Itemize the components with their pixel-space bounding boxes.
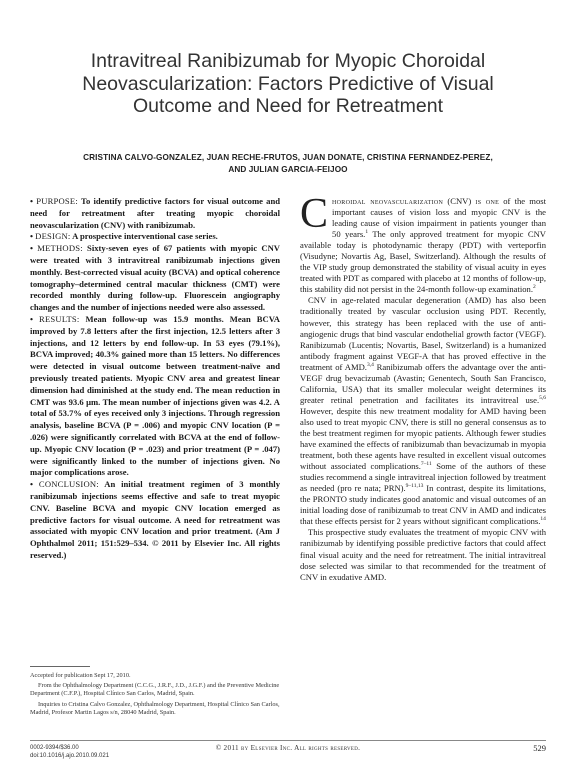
accepted-note: Accepted for publication Sept 17, 2010. [30, 672, 131, 679]
section-head: RESULTS: [39, 313, 80, 324]
reference-mark: 2 [532, 284, 536, 291]
issn: 0002-9394/$36.00 [30, 745, 79, 751]
issn-block [30, 744, 190, 760]
doi: doi:10.1016/j.ajo.2010.09.021 [30, 753, 110, 759]
section-text: Mean follow-up was 15.9 months. Mean BCVA improved by 7.8 letters after the first injection, 12.5 letters after 3 injections, and 12 letters by end follow-up. In 53 eyes (79.1%), BCVA improved; 40.3% gained more than 15 letters. No differences were detected in visual outcome between treatment-naïve and previously treated patients. Myopic CNV area and greatest linear dimension had diminished at the study end. The mean reduction in CMT was 93.6 μm. The mean number of injections given was 4.2. A total of 53.7% of eyes received only 3 injections. Through regression analysis, baseline BCVA (P = .006) and myopic CNV location (P = .026) were significantly correlated with BCVA at the end of follow-up. Myopic CNV location (P = .023) and prior treatment (P = .047) were significantly linked to the number of injections given. No major complications arose. [30, 313, 280, 478]
title-line: Outcome and Need for Retreatment [133, 95, 443, 117]
section-head: CONCLUSION: [38, 479, 99, 490]
article-title [40, 50, 536, 118]
reference-mark: 9–11,13 [405, 483, 424, 490]
abstract-methods [30, 243, 280, 314]
bullet-icon: • [30, 313, 34, 324]
bullet-icon: • [30, 243, 34, 254]
small-caps-text: horoidal neovascularization [332, 196, 444, 206]
text-run: Ranibizumab offers the advantage over the anti-VEGF drug bevacizumab (Avastin; Genentech, South San Francisco, California, USA) that its smaller molecular weight determines its greater retinal penetration and facilitates its intravitreal use. [300, 361, 546, 405]
bullet-icon: • [30, 196, 34, 206]
section-text: To identify predictive factors for visual outcome and need for retreatment after treating myopic choroidal neovascularization (CNV) with ranibizumab. [30, 196, 280, 230]
section-head: PURPOSE: [36, 196, 78, 206]
text-run: In contrast, despite its limitations, the PRONTO study indicates good anatomic and visual outcomes of an initial loading dose of ranibizumab to treat CNV in AMD and indicates that these effects persist for 2 years without significant complications. [300, 483, 546, 527]
author-list [30, 152, 546, 176]
paragraph [300, 191, 546, 295]
reference-mark: 5,6 [539, 394, 546, 401]
bullet-icon: • [30, 231, 34, 242]
affiliation-note: From the Ophthalmology Department (C.C.G., J.R.F., J.D., J.G.F.) and the Preventive Medicine Department (C.F.P.), Hospital Clínico San Carlos, Madrid, Spain. [30, 682, 280, 698]
paragraph [300, 295, 546, 527]
text-run: The only approved treatment for myopic CNV available today is photodynamic therapy (PDT) with verteporfin (Visudyne; Novartis Ag, Basel, Switzerland). Although the results of the VIP study group demonstrated the stability of visual acuity in eyes treated with PDT as compared with placebo at 12 months of follow-up, this stability did not persist in the 24-month follow-up examination. [300, 229, 546, 295]
author-line: AND JULIAN GARCIA-FEIJOO [228, 165, 348, 174]
text-run: However, despite this new treatment modality for AMD having been also used to treat myopic CNV, there is still no general consensus as to the best treatment regimen for myopic patients. Although fewer studies have examined the effects of ranibizumab than bevacizumab in myopia treatment, both these agents have resulted in excellent visual outcomes without associated complications. [300, 405, 546, 472]
abstract-results [30, 314, 280, 479]
title-line: Neovascularization: Factors Predictive of Visual [82, 72, 494, 95]
body-text [300, 191, 546, 583]
bullet-icon: • [30, 479, 34, 490]
footnote-rule [30, 666, 90, 667]
section-text: A prospective interventional case series. [70, 231, 218, 242]
text-run: of the most important causes of vision loss and myopic CNV is the leading cause of vision impairment in patients younger than 50 years. [332, 196, 546, 240]
text-run: (CNV) [443, 196, 476, 206]
text-run: Some of the authors of these studies recommend a single intravitreal injection followed by treatment as needed (pro re nata; PRN). [300, 461, 546, 494]
abstract-design [30, 231, 280, 243]
copyright-line: © 2011 by Elsevier Inc. All rights reserved. [215, 744, 361, 752]
section-head: METHODS: [37, 243, 83, 254]
section-text: An initial treatment regimen of 3 monthly ranibizumab injections seems effective and safe to treat myopic CNV. Baseline BCVA and myopic CNV location emerged as predictive factors for visual outcome. A need for retreatment was associated with myopic CNV location and prior treatment. [30, 479, 280, 537]
reference-mark: 7–11 [420, 461, 432, 468]
citation: (Am J Ophthalmol 2011; 151:529–534. © 2011 by Elsevier Inc. All rights reserved.) [30, 526, 280, 560]
section-head: DESIGN: [35, 231, 71, 242]
paragraph: This prospective study evaluates the treatment of myopic CNV with ranibizumab by identifying possible predictive factors that could affect final visual acuity and the need for retreatment. The initial intravitreal dose selected was similar to that recommended for the treatment of CNV in exudative AMD. [300, 527, 546, 582]
drop-cap: C [300, 191, 329, 237]
reference-mark: 3,4 [366, 361, 374, 368]
reference-mark: 1 [365, 229, 369, 236]
reference-mark: 14 [540, 516, 546, 523]
abstract-purpose [30, 196, 280, 231]
footer-rule [30, 740, 546, 741]
title-line: Intravitreal Ranibizumab for Myopic Choroidal [90, 50, 486, 72]
small-caps-text: is one [475, 196, 500, 206]
inquiries-note: Inquiries to Cristina Calvo Gonzalez, Ophthalmology Department, Hospital Clínico San Carlos, Madrid, Profesor Martin Lagos s/n, 28040 Madrid, Spain. [30, 700, 280, 716]
section-text: Sixty-seven eyes of 67 patients with myopic CNV were treated with 3 intravitreal ranibizumab injections given monthly. Best-corrected visual acuity (BCVA) and optical coherence tomography–determined central macular thickness (CMT) were recorded monthly during follow-up. Fluorescein angiography changes and the number of injections needed were also assessed. [30, 243, 280, 313]
page-number: 529 [533, 743, 546, 753]
footnotes [30, 672, 280, 719]
text-run: CNV in age-related macular degeneration (AMD) has also been traditionally treated by vascular occlusion using PDT. Recently, however, this strategy has been replaced with the use of anti-angiogenic drugs that bind vascular endothelial growth factor (VEGF). Ranibizumab (Lucentis; Novartis, Basel, Switzerland) is a humanized antibody fragment against VEGF-A that has proved effective in the treatment of AMD. [300, 295, 546, 372]
abstract-conclusion [30, 479, 280, 562]
author-line: CRISTINA CALVO-GONZALEZ, JUAN RECHE-FRUTOS, JUAN DONATE, CRISTINA FERNANDEZ-PEREZ, [83, 153, 493, 162]
abstract [30, 196, 280, 562]
